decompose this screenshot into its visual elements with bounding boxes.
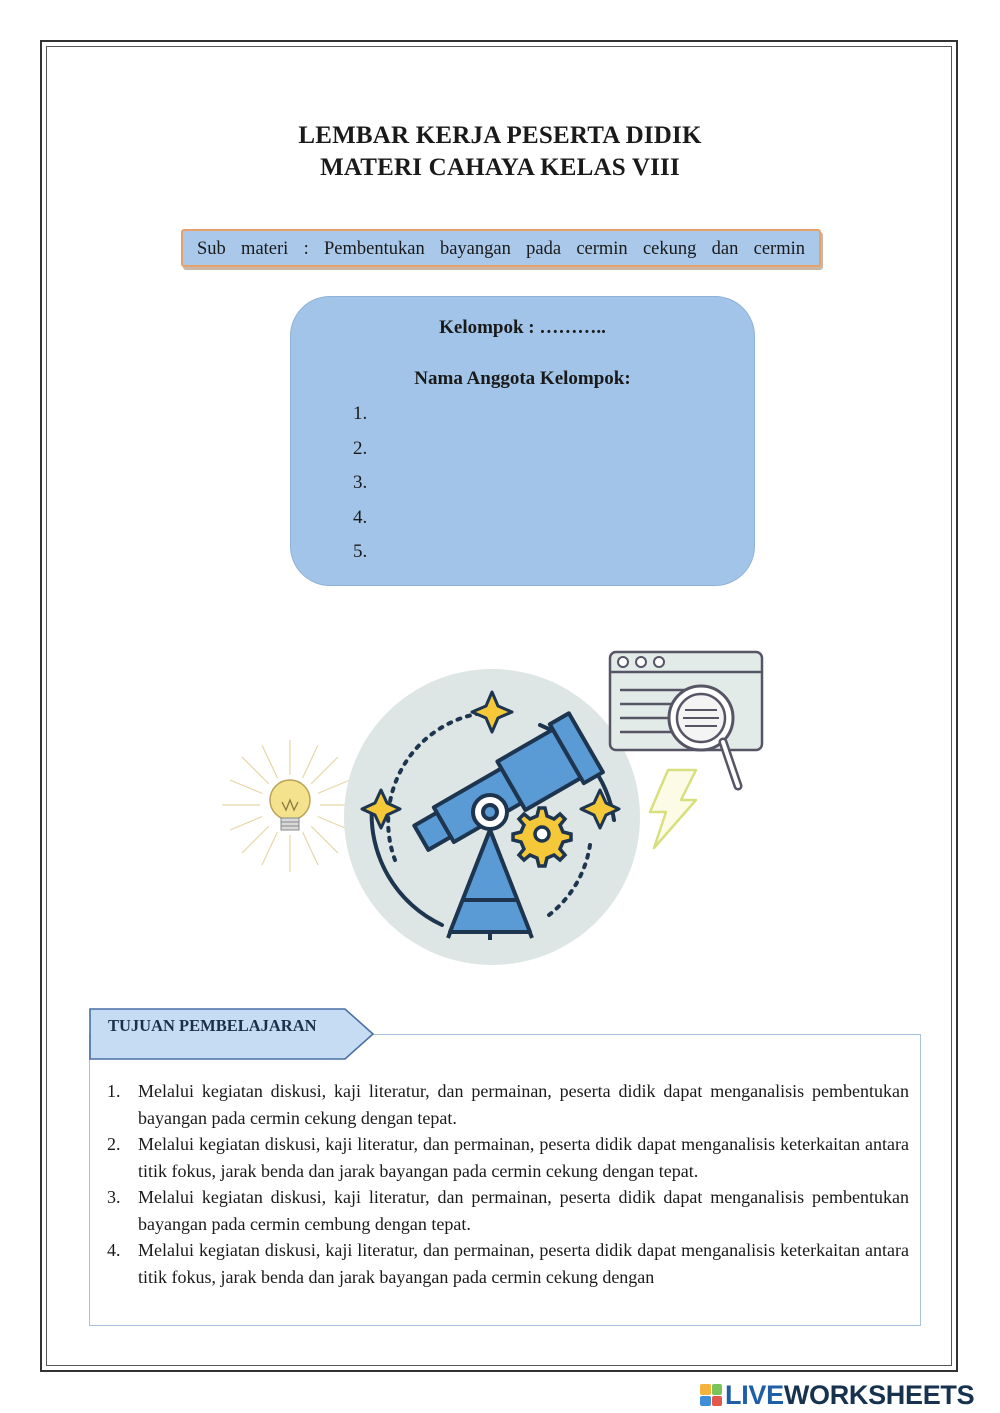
list-item bbox=[107, 1131, 909, 1184]
worksheet-subtitle: MATERI CAHAYA KELAS VIII bbox=[320, 154, 680, 181]
liveworksheets-logo-icon bbox=[700, 1384, 722, 1406]
members-title: Nama Anggota Kelompok: bbox=[414, 368, 631, 389]
kelompok-label: Kelompok : ……….. bbox=[439, 317, 606, 338]
objectives-list bbox=[107, 1078, 909, 1290]
list-item-text: Melalui kegiatan diskusi, kaji literatur, dan permainan, peserta didik dapat menganalisis keterkaitan antara titik fokus, jarak benda dan jarak bayangan pada cermin cekung dengan tepat. bbox=[138, 1134, 909, 1181]
list-item-number: 1. bbox=[107, 1081, 121, 1101]
member-item: 4. bbox=[353, 506, 368, 528]
list-item-number: 2. bbox=[107, 1134, 121, 1154]
member-item: 5. bbox=[353, 541, 368, 563]
worksheet-title: LEMBAR KERJA PESERTA DIDIK bbox=[298, 122, 702, 149]
liveworksheets-logo bbox=[700, 1378, 974, 1412]
list-item bbox=[107, 1184, 909, 1237]
list-item-text: Melalui kegiatan diskusi, kaji literatur, dan permainan, peserta didik dapat menganalisis pembentukan bayangan pada cermin cembung dengan tepat. bbox=[138, 1187, 909, 1234]
member-item: 3. bbox=[353, 472, 368, 494]
objectives-heading: TUJUAN PEMBELAJARAN bbox=[108, 1016, 317, 1035]
list-item-number: 4. bbox=[107, 1240, 121, 1260]
brand-text-worksheets: WORKSHEETS bbox=[783, 1379, 975, 1410]
list-item-text: Melalui kegiatan diskusi, kaji literatur, dan permainan, peserta didik dapat menganalisis keterkaitan antara titik fokus, jarak benda dan jarak bayangan pada cermin cekung dengan bbox=[138, 1240, 909, 1287]
list-item-text: Melalui kegiatan diskusi, kaji literatur, dan permainan, peserta didik dapat menganalisis pembentukan bayangan pada cermin cekung dengan tepat. bbox=[138, 1081, 909, 1128]
sub-materi-text: Sub materi : Pembentukan bayangan pada cermin cekung dan cermin bbox=[189, 234, 813, 262]
member-item: 1. bbox=[353, 403, 368, 424]
list-item bbox=[107, 1237, 909, 1290]
list-item-number: 3. bbox=[107, 1187, 121, 1207]
brand-text-live: LIVE bbox=[725, 1379, 784, 1410]
member-item: 2. bbox=[353, 437, 368, 459]
list-item bbox=[107, 1078, 909, 1131]
